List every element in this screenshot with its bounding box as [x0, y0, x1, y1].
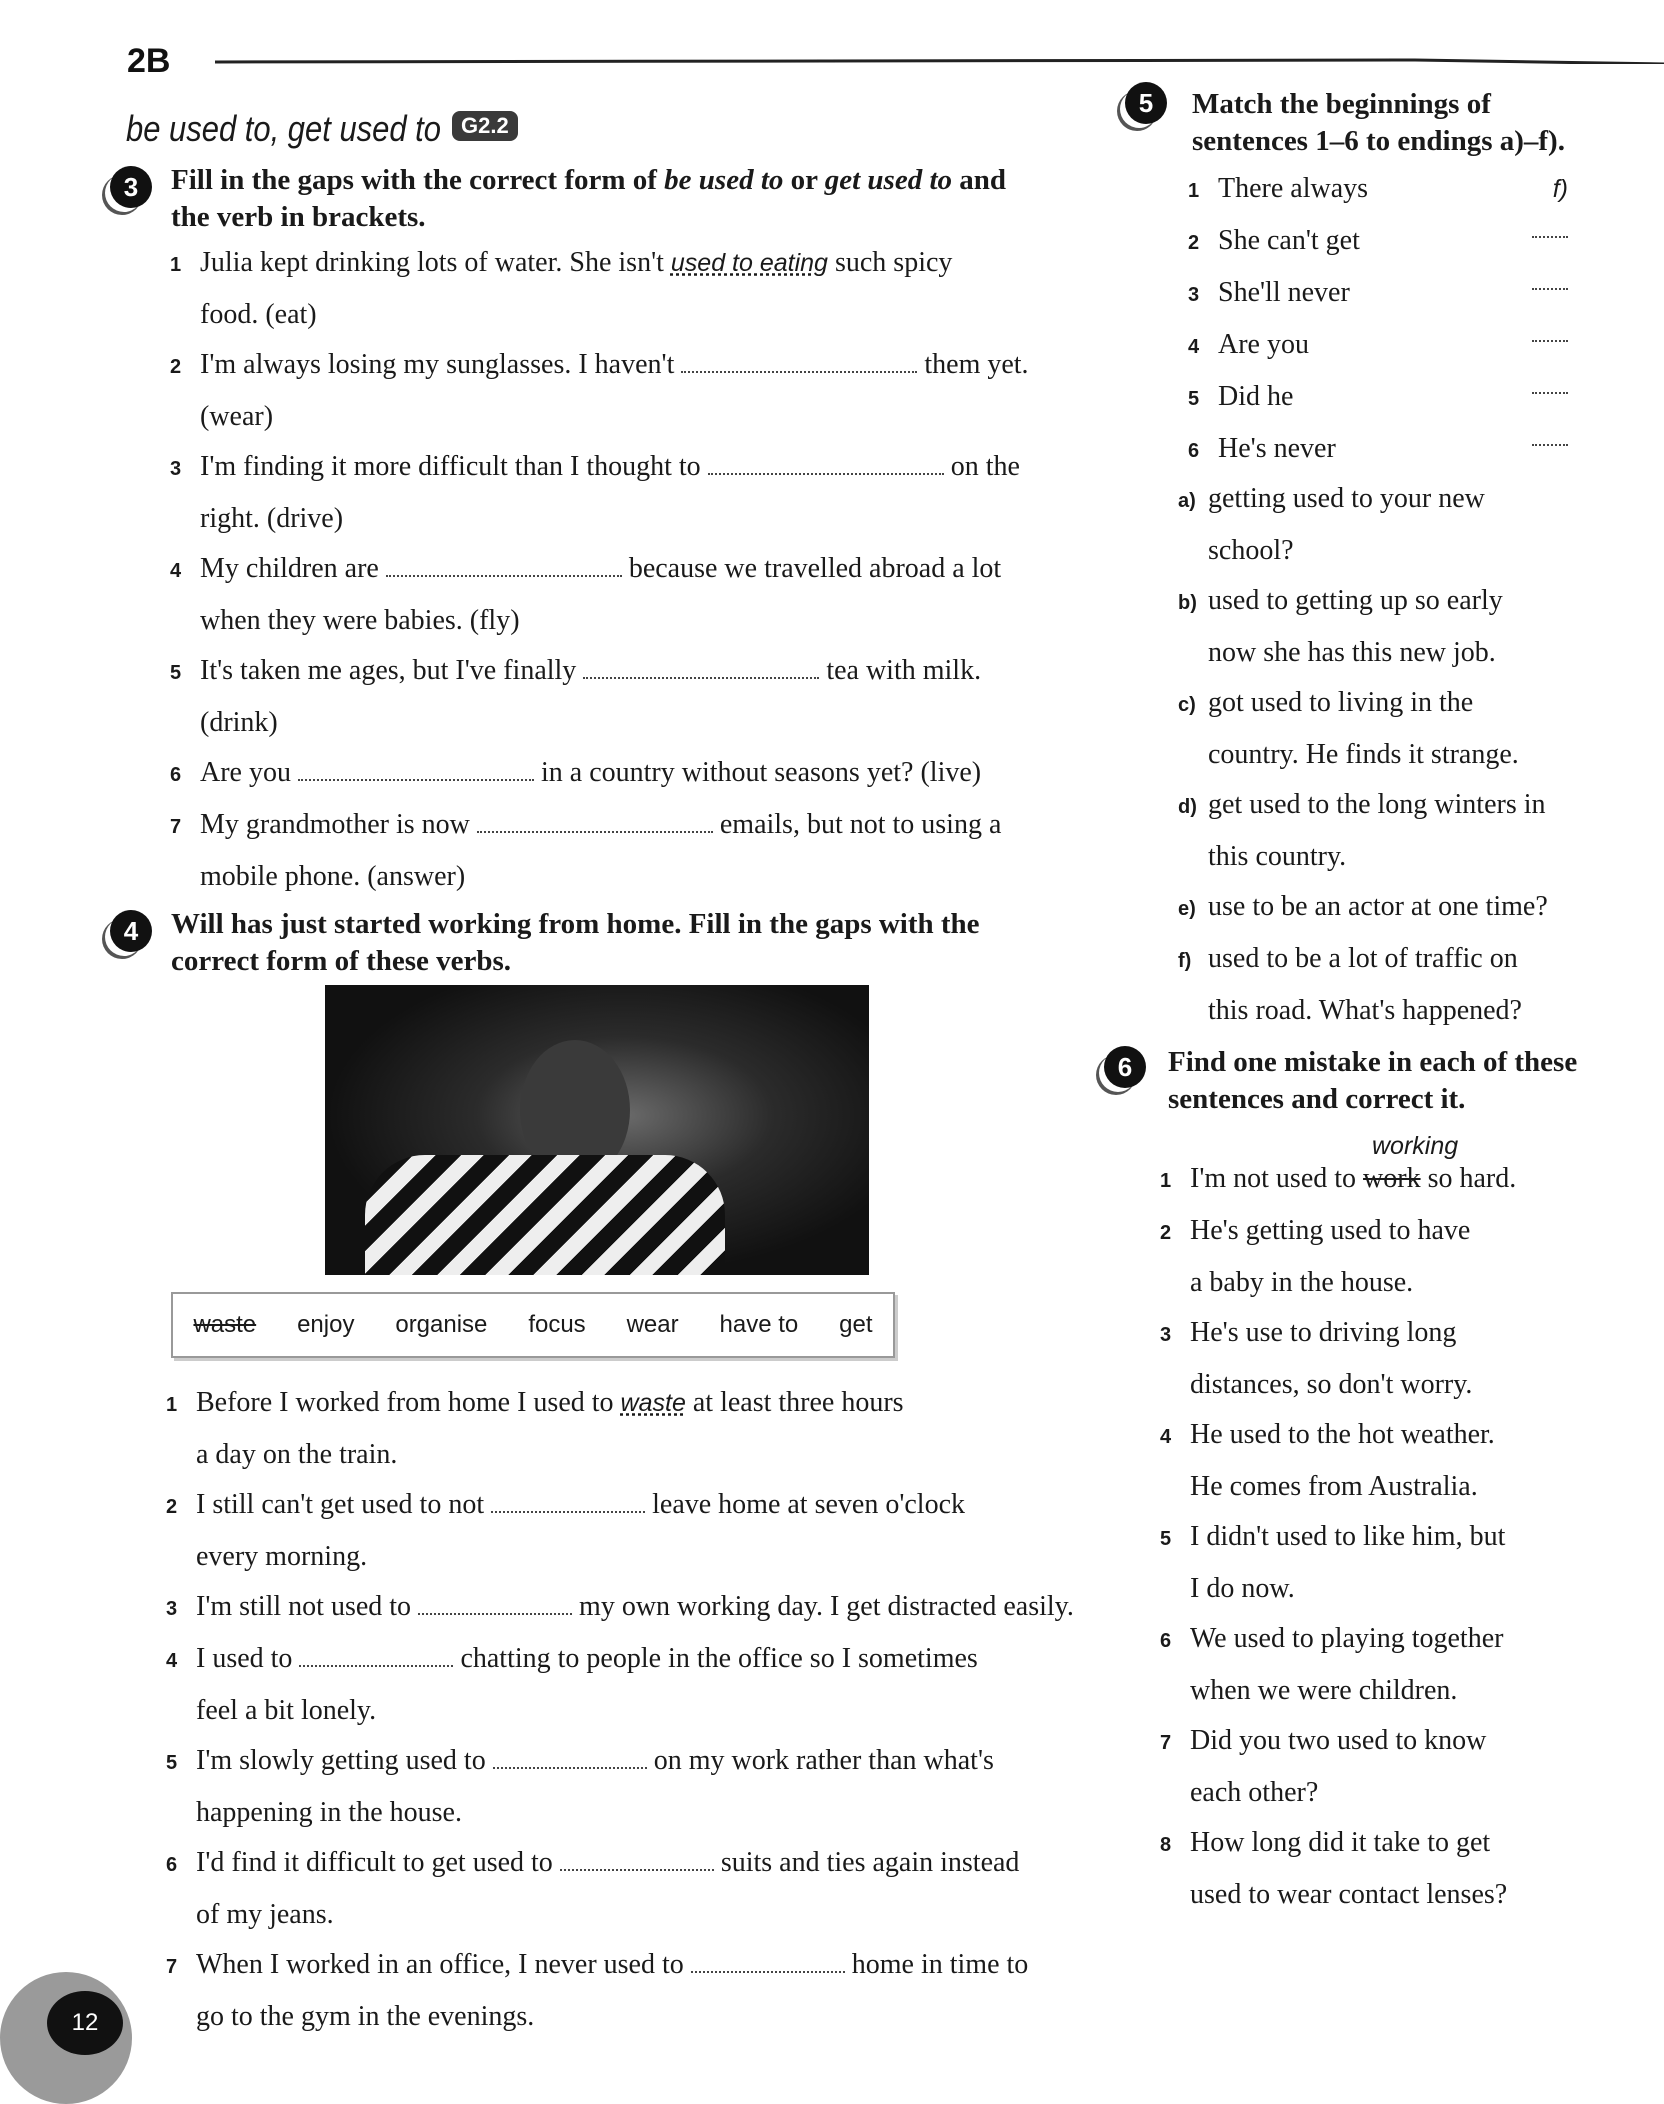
word-wear: wear [626, 1311, 679, 1338]
ex5-beginning-6: 6 He's never [1188, 424, 1568, 476]
ex4-item-1: 1 Before I worked from home I used to waste at least three hours [166, 1387, 904, 1418]
ex4-item-7: 7 When I worked in an office, I never used to home in time to [166, 1949, 1029, 1980]
answer-gap[interactable] [583, 655, 819, 679]
ex5-ending-e: e) use to be an actor at one time? [1178, 891, 1548, 922]
ex4-item-2: 2 I still can't get used to not leave home at seven o'clock [166, 1489, 966, 1520]
ex6-item-5: 5 I didn't used to like him, but [1160, 1521, 1506, 1552]
page-number: 12 [47, 1991, 123, 2055]
answer-gap[interactable] [1532, 372, 1568, 394]
exercise-5-endings: a) getting used to your new school? b) used to getting up so early now she has this new job. c) got used to living in the country. He finds it strange. d) get used to the long winters in this country. e) use to be an actor at one time? f) used to be a lot of traffic on this road. What's happened? [1178, 474, 1618, 1036]
answer-gap[interactable] [1532, 268, 1568, 290]
word-have-to: have to [719, 1311, 799, 1338]
photo-man-working-from-home [325, 985, 869, 1275]
ex6-item-7: 7 Did you two used to know [1160, 1725, 1487, 1756]
ex5-ending-c: c) got used to living in the [1178, 687, 1474, 718]
ex5-ending-f: f) used to be a lot of traffic on [1178, 943, 1518, 974]
ex4-item-6: 6 I'd find it difficult to get used to suits and ties again instead [166, 1847, 1020, 1878]
exercise-6-instruction: Find one mistake in each of these sentences and correct it. [1168, 1046, 1578, 1115]
word-enjoy: enjoy [297, 1311, 355, 1338]
ex3-item-5: 5 It's taken me ages, but I've finally tea with milk. [170, 655, 982, 686]
unit-label: 2B [127, 42, 171, 80]
answer-gap[interactable] [560, 1847, 714, 1871]
ex3-item-4: 4 My children are because we travelled abroad a lot [170, 553, 1002, 584]
exercise-5-beginnings [1188, 164, 1568, 476]
ex5-beginning-5: 5 Did he [1188, 372, 1568, 424]
exercise-4-items: 1 Before I worked from home I used to waste at least three hours a day on the train. 2 I still can't get used to not leave home at seven o'clock every morning. 3 I'm still not used to my own working day. I get distracted easily. 4 I used to chatting to people in the office so I sometimes feel a bit lonely. 5 I'm slowly getting used to on my work rather than what's happening in the house. 6 I'd find it difficult to get used to suits and ties again instead of my jeans. 7 When I worked in an office, I never used to home in time to go to the gym in the evenings. [166, 1378, 1106, 2042]
ex4-item-3: 3 I'm still not used to my own working day. I get distracted easily. [166, 1591, 1074, 1622]
ex6-correction-1: working [1372, 1132, 1459, 1160]
answer-gap[interactable] [1532, 216, 1568, 238]
ex5-beginning-2: 2 She can't get [1188, 216, 1568, 268]
answer-gap[interactable] [477, 809, 713, 833]
word-waste: waste [193, 1311, 257, 1338]
ex5-beginning-1: 1 There always f) [1188, 164, 1568, 216]
answer-gap[interactable] [386, 553, 622, 577]
ex4-item-5: 5 I'm slowly getting used to on my work rather than what's [166, 1745, 994, 1776]
ex4-answer-1: waste [620, 1389, 686, 1417]
header-rule [215, 58, 1664, 64]
answer-gap[interactable] [491, 1489, 645, 1513]
ex3-item-2: 2 I'm always losing my sunglasses. I haven't them yet. [170, 349, 1029, 380]
exercise-3-items: 1 Julia kept drinking lots of water. She isn't used to eating such spicy food. (eat) 2 I'm always losing my sunglasses. I haven't them yet. (wear) 3 I'm finding it more difficult than I thought to on the right. (drive) 4 My children are because we travelled abroad a lot when they were babies. (fly) 5 It's taken me ages, but I've finally tea with milk. (drink) 6 Are you in a country without seasons yet? (live) 7 My grandmother is now emails, but not to using a mobile phone. (answer) [170, 238, 1090, 902]
word-organise: organise [395, 1311, 488, 1338]
exercise-4-instruction: Will has just started working from home. Fill in the gaps with the correct form of these verbs. [171, 908, 980, 977]
ex3-item-3: 3 I'm finding it more difficult than I thought to on the [170, 451, 1020, 482]
answer-gap[interactable] [691, 1949, 845, 1973]
word-get: get [839, 1311, 873, 1338]
ex6-item-8: 8 How long did it take to get [1160, 1827, 1491, 1858]
ex6-item-4: 4 He used to the hot weather. [1160, 1419, 1495, 1450]
answer-gap[interactable] [299, 1643, 453, 1667]
ex3-item-1: 1 Julia kept drinking lots of water. She isn't used to eating such spicy [170, 247, 953, 278]
ex3-item-6: 6 Are you in a country without seasons yet? (live) [170, 757, 982, 788]
topic-title: be used to, get used to [126, 108, 442, 149]
ex4-item-4: 4 I used to chatting to people in the office so I sometimes [166, 1643, 978, 1674]
exercise-6-number: 6 [1104, 1046, 1146, 1088]
ex3-answer-1: used to eating [670, 249, 828, 277]
answer-gap[interactable] [298, 757, 534, 781]
ex6-item-6: 6 We used to playing together [1160, 1623, 1504, 1654]
ex3-item-7: 7 My grandmother is now emails, but not to using a [170, 809, 1002, 840]
grammar-reference-badge: G2.2 [452, 111, 518, 141]
ex5-ending-d: d) get used to the long winters in [1178, 789, 1546, 820]
word-box [171, 1292, 895, 1358]
answer-gap[interactable] [708, 451, 944, 475]
exercise-5-number: 5 [1125, 82, 1167, 124]
exercise-3-instruction: Fill in the gaps with the correct form of be used to or get used to and the verb in brackets. [171, 164, 1007, 233]
word-focus: focus [528, 1311, 586, 1338]
answer-gap[interactable] [493, 1745, 647, 1769]
ex5-beginning-4: 4 Are you [1188, 320, 1568, 372]
ex5-beginning-3: 3 She'll never [1188, 268, 1568, 320]
exercise-5-instruction: Match the beginnings of sentences 1–6 to endings a)–f). [1192, 88, 1565, 157]
answer-gap[interactable] [1532, 320, 1568, 342]
exercise-6-items: 1 I'm not used to work so hard. 2 He's getting used to have a baby in the house. 3 He's use to driving long distances, so don't worry. 4 He used to the hot weather. He comes from Australia. 5 I didn't used to like him, but I do now. 6 We used to playing together when we were children. 7 Did you two used to know each other? 8 How long did it take to get used to wear contact lenses? [1160, 1154, 1630, 1920]
ex6-item-1: 1 I'm not used to work so hard. [1160, 1163, 1517, 1194]
answer-gap[interactable] [1532, 424, 1568, 446]
answer-gap[interactable] [418, 1591, 572, 1615]
ex6-item-2: 2 He's getting used to have [1160, 1215, 1471, 1246]
exercise-4-number: 4 [110, 910, 152, 952]
ex5-ending-a: a) getting used to your new [1178, 483, 1485, 514]
ex6-item-3: 3 He's use to driving long [1160, 1317, 1457, 1348]
answer-gap[interactable] [681, 349, 917, 373]
exercise-3-number: 3 [110, 166, 152, 208]
ex5-answer-1: f) [1552, 175, 1568, 203]
ex5-ending-b: b) used to getting up so early [1178, 585, 1503, 616]
